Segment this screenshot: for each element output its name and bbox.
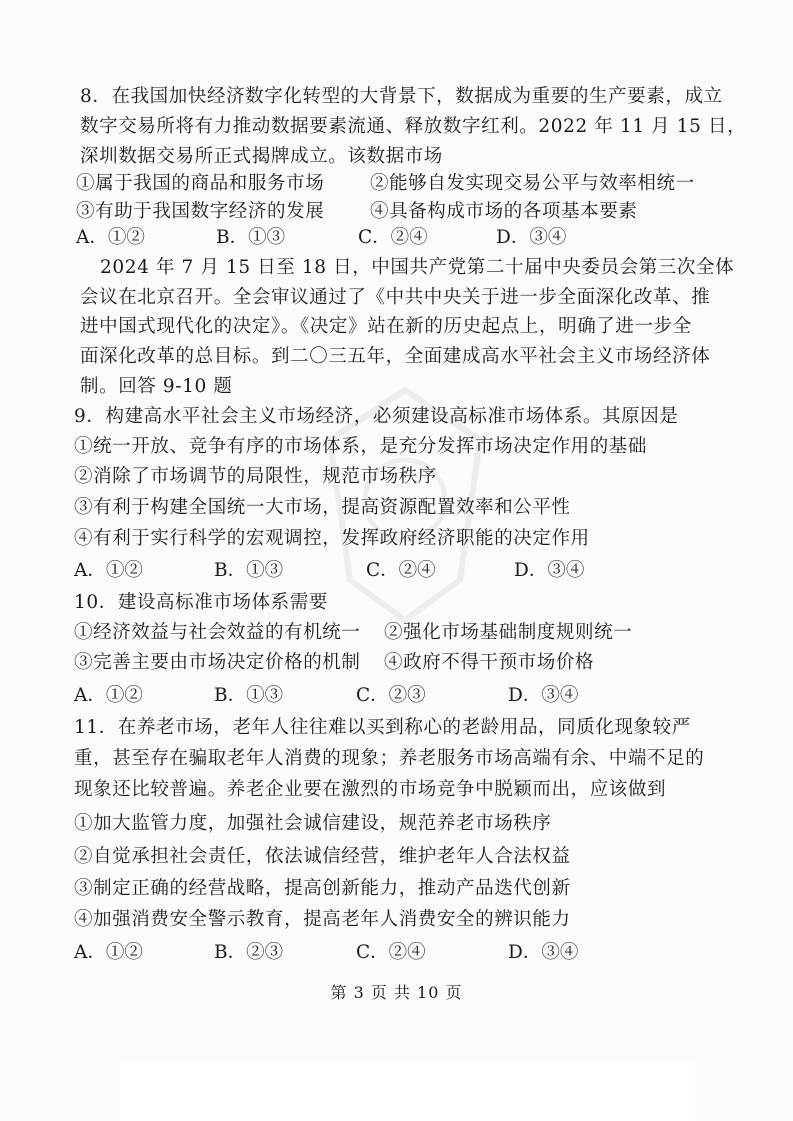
q8-item-2: ②能够自发实现交易公平与效率相统一: [370, 173, 695, 194]
q11-item-2: ②自觉承担社会责任，依法诚信经营，维护老年人合法权益: [74, 846, 571, 867]
passage-line-5: 制。回答 9-10 题: [80, 376, 233, 397]
q11-option-b[interactable]: B．②③: [214, 942, 284, 963]
q9-item-4: ④有利于实行科学的宏观调控，发挥政府经济职能的决定作用: [74, 528, 590, 549]
q10-item-2: ②强化市场基础制度规则统一: [384, 622, 633, 643]
q11-item-3: ③制定正确的经营战略，提高创新能力，推动产品迭代创新: [74, 878, 571, 899]
q10-option-c[interactable]: C．②③: [356, 685, 426, 706]
passage-line-2: 会议在北京召开。全会审议通过了《中共中央关于进一步全面深化改革、推: [80, 287, 711, 308]
q11-stem-line-2: 重，甚至存在骗取老年人消费的现象；养老服务市场高端有余、中端不足的: [74, 748, 705, 769]
q10-option-d[interactable]: D．③④: [508, 685, 579, 706]
q11-option-c[interactable]: C．②④: [356, 942, 426, 963]
q8-option-d[interactable]: D．③④: [496, 227, 567, 248]
q8-stem-line-1: 8．在我国加快经济数字化转型的大背景下，数据成为重要的生产要素，成立: [80, 86, 723, 107]
q9-item-2: ②消除了市场调节的局限性，规范市场秩序: [74, 466, 437, 487]
passage-line-1: 2024 年 7 月 15 日至 18 日，中国共产党第二十届中央委员会第三次全体: [100, 257, 735, 278]
q9-option-a[interactable]: A．①②: [74, 560, 143, 581]
bottom-blank-band: [120, 1062, 695, 1121]
q8-option-c[interactable]: C．②④: [358, 227, 428, 248]
q10-item-1: ①经济效益与社会效益的有机统一: [74, 622, 361, 643]
q10-item-3: ③完善主要由市场决定价格的机制: [74, 652, 361, 673]
q11-item-1: ①加大监管力度，加强社会诚信建设，规范养老市场秩序: [74, 813, 552, 834]
q9-option-d[interactable]: D．③④: [514, 560, 585, 581]
q9-stem: 9．构建高水平社会主义市场经济，必须建设高标准市场体系。其原因是: [74, 406, 679, 427]
q8-stem-line-3: 深圳数据交易所正式揭牌成立。该数据市场: [80, 146, 443, 167]
q10-option-b[interactable]: B．①③: [214, 685, 284, 706]
q9-option-c[interactable]: C．②④: [366, 560, 436, 581]
q9-option-b[interactable]: B．①③: [214, 560, 284, 581]
q11-stem-line-3: 现象还比较普遍。养老企业要在激烈的市场竞争中脱颖而出，应该做到: [74, 779, 667, 800]
q8-item-4: ④具备构成市场的各项基本要素: [370, 201, 638, 222]
q9-item-3: ③有利于构建全国统一大市场，提高资源配置效率和公平性: [74, 497, 571, 518]
q11-option-d[interactable]: D．③④: [508, 942, 579, 963]
q8-item-1: ①属于我国的商品和服务市场: [76, 173, 325, 194]
q10-item-4: ④政府不得干预市场价格: [384, 652, 595, 673]
q10-stem: 10．建设高标准市场体系需要: [74, 592, 328, 613]
q11-option-a[interactable]: A．①②: [74, 942, 143, 963]
page-number: 第 3 页 共 10 页: [330, 983, 463, 1002]
passage-line-3: 进中国式现代化的决定》。《决定》站在新的历史起点上，明确了进一步全: [80, 316, 692, 337]
q9-item-1: ①统一开放、竞争有序的市场体系，是充分发挥市场决定作用的基础: [74, 436, 648, 457]
q11-stem-line-1: 11．在养老市场，老年人往往难以买到称心的老龄用品，同质化现象较严: [74, 717, 691, 738]
q8-stem-line-2: 数字交易所将有力推动数据要素流通、释放数字红利。2022 年 11 月 15 日，: [80, 116, 747, 137]
passage-line-4: 面深化改革的总目标。到二〇三五年，全面建成高水平社会主义市场经济体: [80, 346, 711, 367]
q8-option-b[interactable]: B．①③: [216, 227, 286, 248]
q8-item-3: ③有助于我国数字经济的发展: [76, 201, 325, 222]
q11-item-4: ④加强消费安全警示教育，提高老年人消费安全的辨识能力: [74, 909, 571, 930]
q10-option-a[interactable]: A．①②: [74, 685, 143, 706]
q8-option-a[interactable]: A．①②: [76, 227, 145, 248]
